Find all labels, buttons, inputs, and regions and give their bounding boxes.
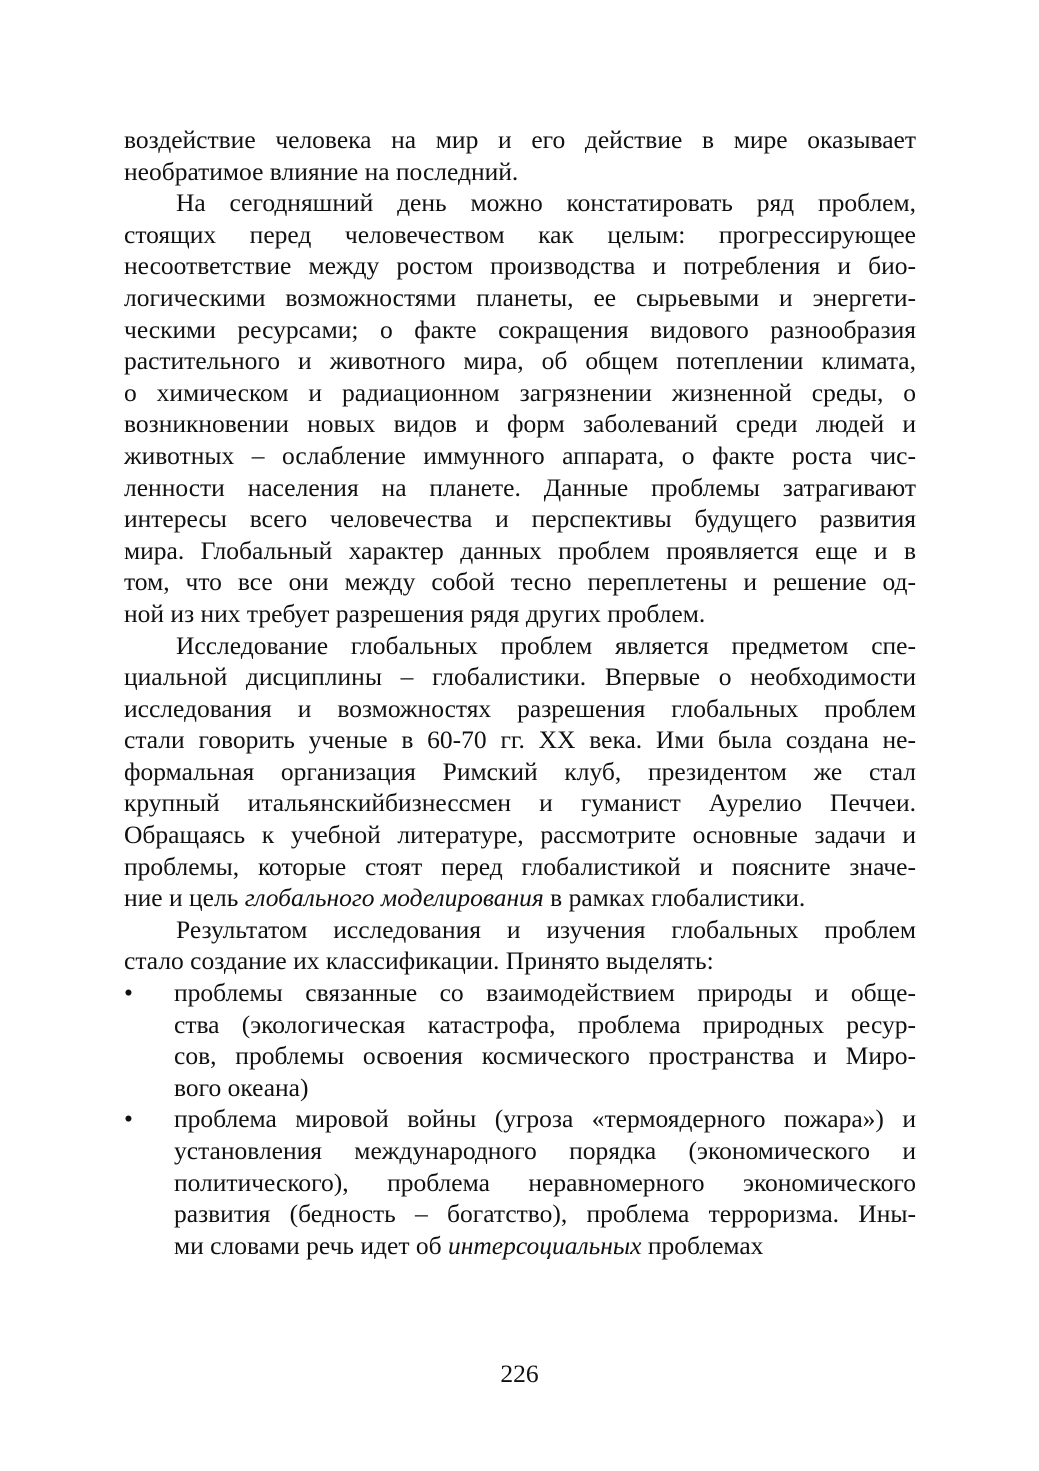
paragraph-global-problems — [124, 187, 916, 629]
text-line: Обращаясь к учебной литературе, рассмотрите основные задачи и — [124, 820, 916, 850]
italic-term: глобального моделирования — [244, 883, 544, 913]
text-line: ной из них требует разрешения рядя других проблем. — [124, 598, 706, 628]
bullet-list — [124, 977, 916, 1261]
text-line: исследования и возможностях разрешения глобальных проблем — [124, 693, 916, 723]
text-line: о химическом и радиационном загрязнении жизненной среды, о — [124, 377, 916, 407]
page-number: 226 — [500, 1359, 539, 1388]
bullet-icon: • — [124, 1104, 133, 1134]
italic-term: интерсоциальных — [447, 1230, 642, 1260]
text-line: животных – ослабление иммунного аппарата, о факте роста чис- — [124, 440, 916, 470]
paragraph-classification — [124, 914, 916, 977]
text-line: ства (экологическая катастрофа, проблема природных ресур- — [174, 1009, 916, 1039]
list-item — [124, 977, 916, 1103]
text-line: интересы всего человечества и перспективы будущего развития — [124, 504, 916, 534]
text-line — [174, 1230, 916, 1262]
text-line: циальной дисциплины – глобалистики. Впервые о необходимости — [124, 662, 916, 692]
list-item — [124, 1103, 916, 1261]
text-line: мира. Глобальный характер данных проблем проявляется еще и в — [124, 535, 916, 565]
text-line: крупный итальянскийбизнессмен и гуманист Аурелио Печчеи. — [124, 788, 916, 818]
text-line: том, что все они между собой тесно переплетены и решение од- — [124, 567, 916, 597]
text-line: Результатом исследования и изучения глобальных проблем — [176, 914, 916, 944]
text-run: проблемах — [641, 1230, 764, 1260]
text-line: стоящих перед человечеством как целым: прогрессирующее — [124, 219, 916, 249]
text-line: Исследование глобальных проблем является предметом спе- — [176, 630, 916, 660]
text-run: в рамках глобалистики. — [543, 883, 806, 913]
bullet-icon: • — [124, 978, 133, 1008]
text-line: На сегодняшний день можно констатировать ряд проблем, — [176, 188, 916, 218]
text-line: ческими ресурсами; о факте сокращения видового разнообразия — [124, 314, 916, 344]
text-line: развития (бедность – богатство), проблема терроризма. Ины- — [174, 1199, 916, 1229]
paragraph-globalistics — [124, 630, 916, 914]
text-line: проблема мировой войны (угроза «термоядерного пожара») и — [174, 1104, 916, 1134]
text-line — [124, 882, 916, 914]
text-run: ние и цель — [124, 883, 245, 913]
text-line: формальная организация Римский клуб, президентом же стал — [124, 756, 916, 786]
body-text — [124, 124, 916, 1261]
text-line: установления международного порядка (экономического и — [174, 1136, 916, 1165]
text-line: политического), проблема неравномерного экономического — [174, 1167, 916, 1197]
text-line: растительного и животного мира, об общем потеплении климата, — [124, 346, 916, 376]
text-line: ленности населения на планете. Данные проблемы затрагивают — [124, 472, 916, 502]
text-line: необратимое влияние на последний. — [124, 156, 519, 186]
text-line: сов, проблемы освоения космического пространства и Миро- — [174, 1041, 916, 1071]
paragraph-continuation — [124, 124, 916, 187]
text-line: несоответствие между ростом производства и потребления и био- — [124, 251, 916, 281]
text-run: ми словами речь идет об — [174, 1230, 448, 1260]
text-line: логическими возможностями планеты, ее сырьевыми и энергети- — [124, 282, 916, 312]
text-line: воздействие человека на мир и его действие в мире оказывает — [124, 125, 916, 154]
text-line: возникновении новых видов и форм заболеваний среди людей и — [124, 409, 916, 439]
text-line: проблемы связанные со взаимодействием природы и обще- — [174, 978, 916, 1008]
text-line: стали говорить ученые в 60-70 гг. XX века. Ими была создана не- — [124, 725, 916, 755]
text-line: вого океана) — [174, 1072, 309, 1102]
text-line: проблемы, которые стоят перед глобалистикой и поясните значе- — [124, 851, 916, 881]
text-line: стало создание их классификации. Принято выделять: — [124, 946, 714, 976]
